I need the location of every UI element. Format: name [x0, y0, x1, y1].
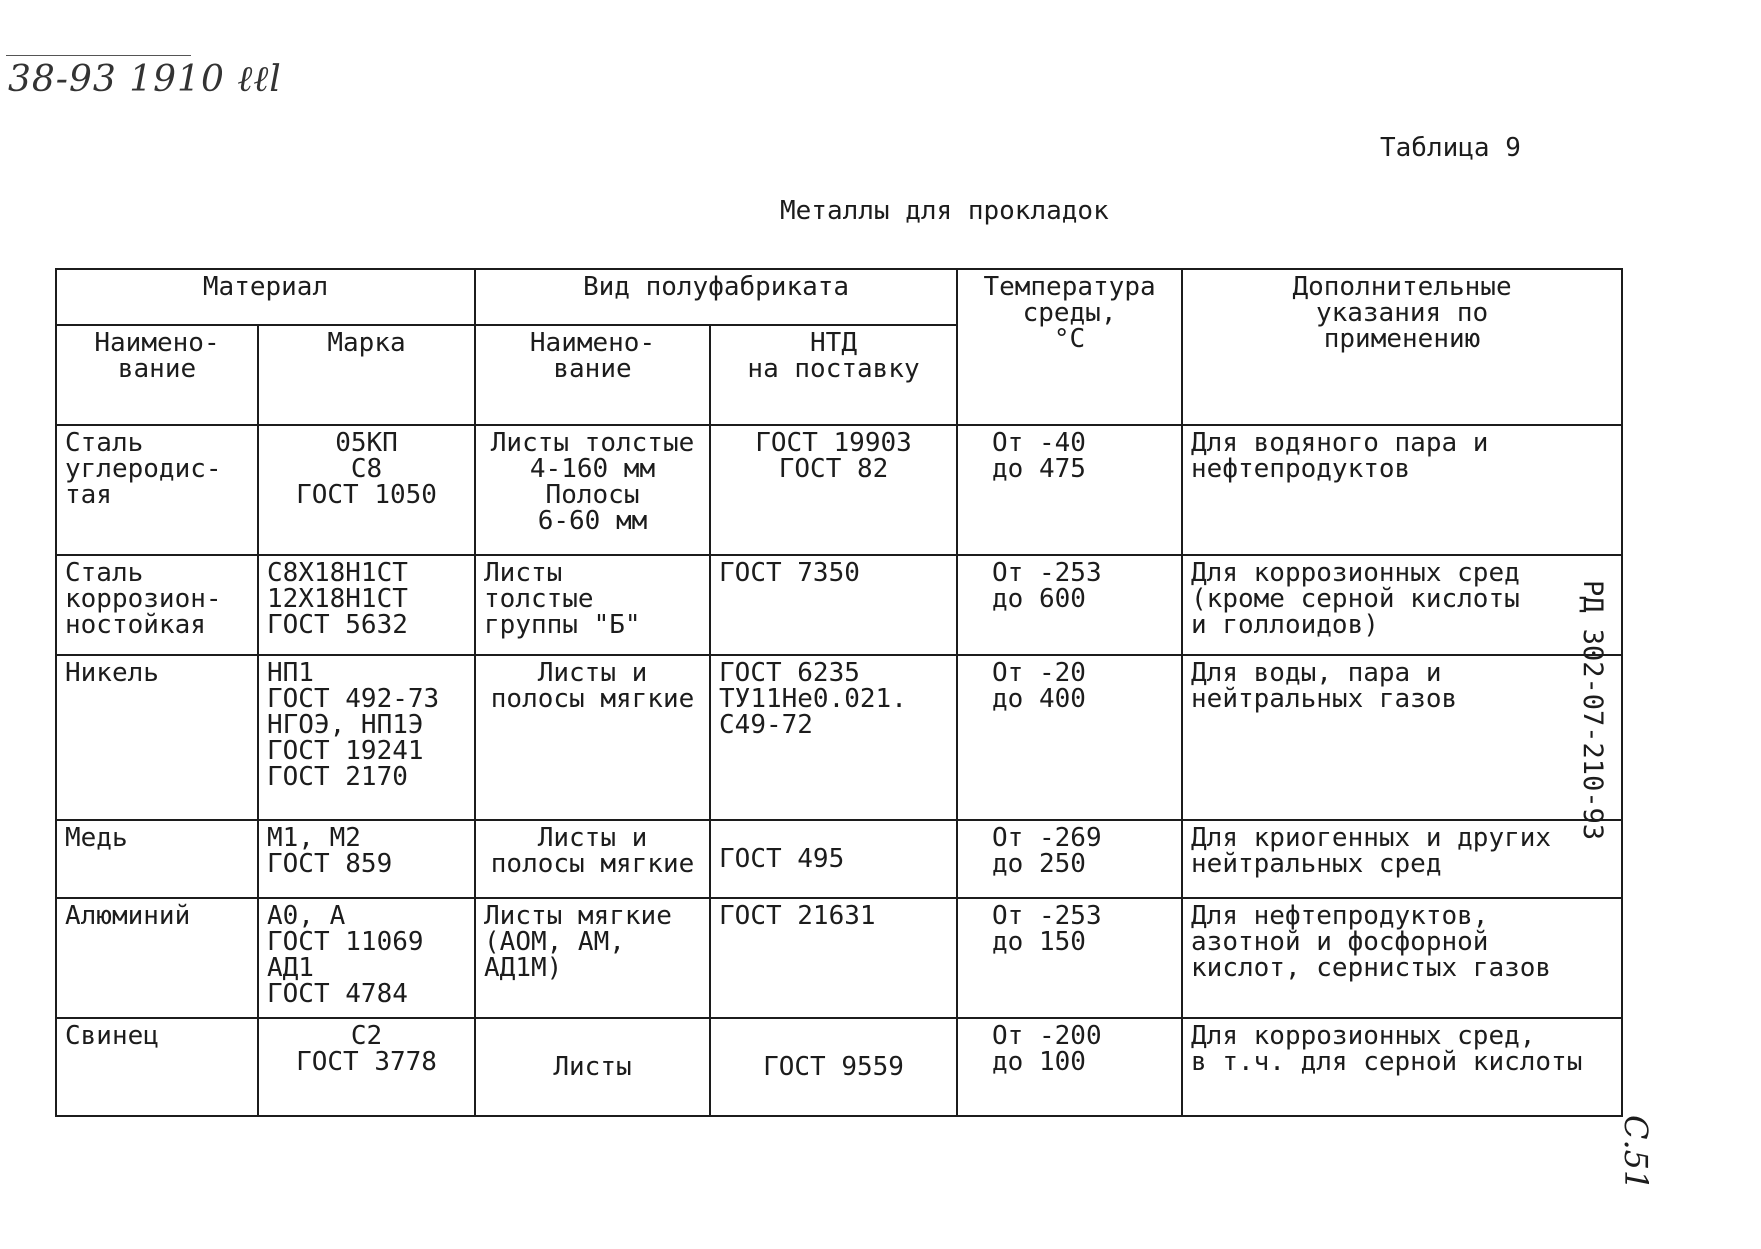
material-grade: А0, А ГОСТ 11069 АД1 ГОСТ 4784	[258, 898, 475, 1018]
material-name: Сталь коррозион- ностойкая	[56, 555, 258, 655]
usage-note: Для коррозионных сред (кроме серной кислоты и голлоидов)	[1182, 555, 1622, 655]
table-row	[56, 898, 1622, 1018]
table-row	[56, 555, 1622, 655]
header-material-grade: Марка	[258, 325, 475, 425]
table-row	[56, 425, 1622, 555]
material-name: Свинец	[56, 1018, 258, 1116]
header-semi-name: Наимено- вание	[475, 325, 710, 425]
material-name: Медь	[56, 820, 258, 898]
header-notes: Дополнительные указания по применению	[1182, 269, 1622, 425]
temperature-range: От -253 до 150	[957, 898, 1182, 1018]
semi-product: Листы толстые 4-160 мм Полосы 6-60 мм	[475, 425, 710, 555]
material-name: Сталь углеродис- тая	[56, 425, 258, 555]
material-grade: С2 ГОСТ 3778	[258, 1018, 475, 1116]
table-row	[56, 655, 1622, 820]
semi-product: Листы и полосы мягкие	[475, 820, 710, 898]
temperature-range: От -253 до 600	[957, 555, 1182, 655]
metals-table	[55, 268, 1623, 1117]
temperature-range: От -269 до 250	[957, 820, 1182, 898]
page-title: Металлы для прокладок	[780, 196, 1109, 226]
header-material-name: Наимено- вание	[56, 325, 258, 425]
handwritten-note: 38-93 1910 ℓℓl	[8, 59, 282, 100]
material-grade: С8Х18Н1СТ 12Х18Н1СТ ГОСТ 5632	[258, 555, 475, 655]
usage-note: Для коррозионных сред, в т.ч. для серной кислоты	[1182, 1018, 1622, 1116]
material-name: Алюминий	[56, 898, 258, 1018]
material-grade: НП1 ГОСТ 492-73 НГОЭ, НП1Э ГОСТ 19241 ГОСТ 2170	[258, 655, 475, 820]
semi-product: Листы мягкие (АОМ, АМ, АД1М)	[475, 898, 710, 1018]
material-grade: М1, М2 ГОСТ 859	[258, 820, 475, 898]
table-row	[56, 820, 1622, 898]
semi-product: Листы толстые группы "Б"	[475, 555, 710, 655]
header-material: Материал	[56, 269, 475, 325]
ntd-standard: ГОСТ 9559	[710, 1018, 957, 1116]
ntd-standard: ГОСТ 495	[710, 820, 957, 898]
material-name: Никель	[56, 655, 258, 820]
usage-note: Для водяного пара и нефтепродуктов	[1182, 425, 1622, 555]
usage-note: Для воды, пара и нейтральных газов	[1182, 655, 1622, 820]
page-number: С.51	[1617, 1115, 1655, 1191]
temperature-range: От -40 до 475	[957, 425, 1182, 555]
table-row	[56, 1018, 1622, 1116]
usage-note: Для криогенных и других нейтральных сред	[1182, 820, 1622, 898]
table-label: Таблица 9	[1380, 133, 1521, 163]
usage-note: Для нефтепродуктов, азотной и фосфорной кислот, сернистых газов	[1182, 898, 1622, 1018]
header-semi-product: Вид полуфабриката	[475, 269, 957, 325]
ntd-standard: ГОСТ 21631	[710, 898, 957, 1018]
ntd-standard: ГОСТ 6235 ТУ11Не0.021. С49-72	[710, 655, 957, 820]
temperature-range: От -20 до 400	[957, 655, 1182, 820]
ntd-standard: ГОСТ 7350	[710, 555, 957, 655]
material-grade: 05КП С8 ГОСТ 1050	[258, 425, 475, 555]
ntd-standard: ГОСТ 19903 ГОСТ 82	[710, 425, 957, 555]
temperature-range: От -200 до 100	[957, 1018, 1182, 1116]
header-temperature: Температура среды, °С	[957, 269, 1182, 425]
semi-product: Листы	[475, 1018, 710, 1116]
handwritten-underline	[6, 55, 191, 56]
semi-product: Листы и полосы мягкие	[475, 655, 710, 820]
header-ntd: НТД на поставку	[710, 325, 957, 425]
document-code: РД 302-07-210-93	[1577, 580, 1608, 841]
